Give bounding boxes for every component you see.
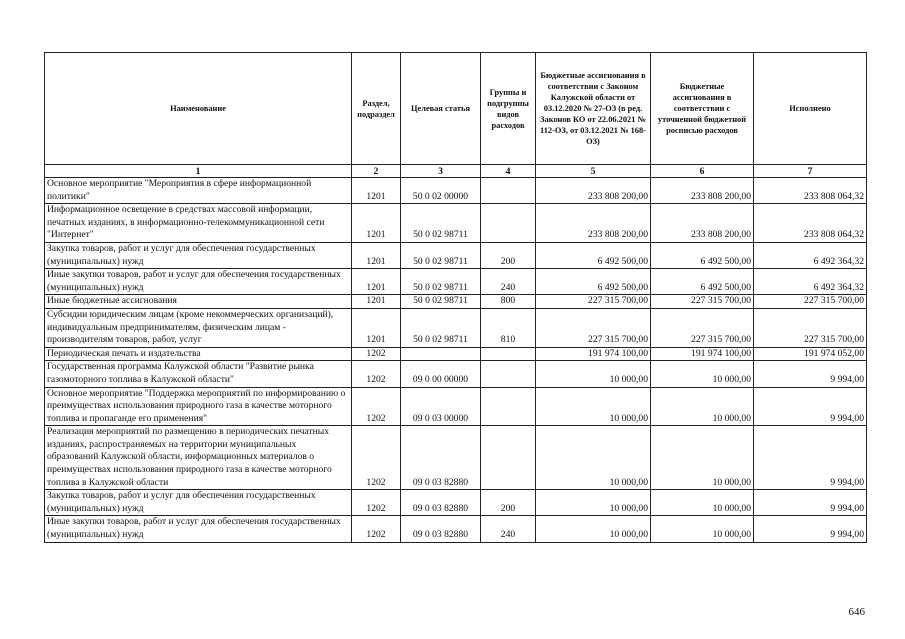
row-section: 1201 (352, 178, 401, 204)
row-article: 50 0 02 98711 (401, 295, 481, 309)
row-refined-allocation: 6 492 500,00 (651, 242, 754, 268)
row-article: 09 0 03 82880 (401, 426, 481, 490)
row-section: 1201 (352, 204, 401, 243)
row-section: 1202 (352, 361, 401, 387)
row-name: Закупка товаров, работ и услуг для обеспечения государственных (муниципальных) нужд (45, 242, 352, 268)
row-section: 1202 (352, 387, 401, 426)
row-section: 1202 (352, 426, 401, 490)
row-article: 50 0 02 98711 (401, 308, 481, 347)
row-law-allocation: 10 000,00 (536, 361, 651, 387)
row-article: 50 0 02 00000 (401, 178, 481, 204)
row-name: Реализация мероприятий по размещению в периодических печатных изданиях, распространяемых на территории муниципальных образований Калужской области, информационных материалов о преимуществах использования природного газа в качестве моторного топлива в Калужской области (45, 426, 352, 490)
row-section: 1201 (352, 295, 401, 309)
table-header-row (45, 53, 867, 165)
row-executed: 233 808 064,32 (754, 178, 867, 204)
budget-table (44, 52, 867, 543)
column-number: 7 (754, 165, 867, 178)
table-row (45, 242, 867, 268)
row-group: 810 (481, 308, 536, 347)
row-name: Периодическая печать и издательства (45, 347, 352, 361)
table-row (45, 308, 867, 347)
table-row (45, 295, 867, 309)
row-group (481, 204, 536, 243)
row-name: Информационное освещение в средствах массовой информации, печатных изданиях, в информационно-телекоммуникационной сети "Интернет" (45, 204, 352, 243)
row-refined-allocation: 191 974 100,00 (651, 347, 754, 361)
column-number: 2 (352, 165, 401, 178)
row-refined-allocation: 10 000,00 (651, 516, 754, 542)
header-name: Наименование (45, 53, 352, 165)
column-number: 4 (481, 165, 536, 178)
row-law-allocation: 191 974 100,00 (536, 347, 651, 361)
row-refined-allocation: 10 000,00 (651, 426, 754, 490)
row-law-allocation: 10 000,00 (536, 490, 651, 516)
table-row (45, 490, 867, 516)
row-article (401, 347, 481, 361)
row-executed: 6 492 364,32 (754, 242, 867, 268)
row-refined-allocation: 233 808 200,00 (651, 204, 754, 243)
header-law-allocations: Бюджетные ассигнования в соответствии с Законом Калужской области от 03.12.2020 № 27-ОЗ (в ред. Законов КО от 22.06.2021 № 112-ОЗ, от 03.12.2021 № 168-ОЗ) (536, 53, 651, 165)
row-name: Иные бюджетные ассигнования (45, 295, 352, 309)
table-row (45, 361, 867, 387)
row-refined-allocation: 10 000,00 (651, 361, 754, 387)
row-law-allocation: 233 808 200,00 (536, 178, 651, 204)
column-number: 6 (651, 165, 754, 178)
row-executed: 227 315 700,00 (754, 308, 867, 347)
row-group (481, 387, 536, 426)
column-number: 3 (401, 165, 481, 178)
row-section: 1202 (352, 490, 401, 516)
row-law-allocation: 227 315 700,00 (536, 295, 651, 309)
row-name: Иные закупки товаров, работ и услуг для обеспечения государственных (муниципальных) нужд (45, 269, 352, 295)
table-row (45, 387, 867, 426)
table-row (45, 178, 867, 204)
row-name: Закупка товаров, работ и услуг для обеспечения государственных (муниципальных) нужд (45, 490, 352, 516)
row-section: 1201 (352, 269, 401, 295)
row-law-allocation: 10 000,00 (536, 426, 651, 490)
row-executed: 6 492 364,32 (754, 269, 867, 295)
row-executed: 9 994,00 (754, 516, 867, 542)
row-executed: 9 994,00 (754, 361, 867, 387)
row-section: 1202 (352, 347, 401, 361)
row-article: 50 0 02 98711 (401, 242, 481, 268)
row-law-allocation: 227 315 700,00 (536, 308, 651, 347)
row-article: 09 0 03 82880 (401, 490, 481, 516)
row-name: Государственная программа Калужской области "Развитие рынка газомоторного топлива в Калужской области" (45, 361, 352, 387)
row-group (481, 347, 536, 361)
row-article: 09 0 00 00000 (401, 361, 481, 387)
row-executed: 9 994,00 (754, 490, 867, 516)
row-group: 200 (481, 242, 536, 268)
row-name: Основное мероприятие "Мероприятия в сфере информационной политики" (45, 178, 352, 204)
row-law-allocation: 10 000,00 (536, 516, 651, 542)
table-row (45, 204, 867, 243)
row-name: Субсидии юридическим лицам (кроме некоммерческих организаций), индивидуальным предпринимателям, физическим лицам - производителям товаров, работ, услуг (45, 308, 352, 347)
row-name: Основное мероприятие "Поддержка мероприятий по информированию о преимуществах использования природного газа в качестве моторного топлива и пропаганде его применения" (45, 387, 352, 426)
row-executed: 227 315 700,00 (754, 295, 867, 309)
column-number: 1 (45, 165, 352, 178)
row-executed: 233 808 064,32 (754, 204, 867, 243)
row-law-allocation: 233 808 200,00 (536, 204, 651, 243)
table-row (45, 426, 867, 490)
row-article: 50 0 02 98711 (401, 204, 481, 243)
column-number-row (45, 165, 867, 178)
row-refined-allocation: 233 808 200,00 (651, 178, 754, 204)
row-law-allocation: 6 492 500,00 (536, 242, 651, 268)
row-section: 1201 (352, 242, 401, 268)
header-group: Группы и подгруппы видов расходов (481, 53, 536, 165)
row-refined-allocation: 6 492 500,00 (651, 269, 754, 295)
row-group: 240 (481, 516, 536, 542)
row-group (481, 426, 536, 490)
row-group (481, 361, 536, 387)
row-section: 1202 (352, 516, 401, 542)
row-group (481, 178, 536, 204)
row-law-allocation: 6 492 500,00 (536, 269, 651, 295)
page-number: 646 (848, 606, 865, 618)
table-row (45, 516, 867, 542)
row-name: Иные закупки товаров, работ и услуг для обеспечения государственных (муниципальных) нужд (45, 516, 352, 542)
row-refined-allocation: 10 000,00 (651, 490, 754, 516)
row-refined-allocation: 227 315 700,00 (651, 308, 754, 347)
row-group: 800 (481, 295, 536, 309)
row-refined-allocation: 227 315 700,00 (651, 295, 754, 309)
row-group: 200 (481, 490, 536, 516)
table-row (45, 347, 867, 361)
row-refined-allocation: 10 000,00 (651, 387, 754, 426)
row-executed: 9 994,00 (754, 426, 867, 490)
row-law-allocation: 10 000,00 (536, 387, 651, 426)
header-article: Целевая статья (401, 53, 481, 165)
row-article: 09 0 03 82880 (401, 516, 481, 542)
row-article: 50 0 02 98711 (401, 269, 481, 295)
header-executed: Исполнено (754, 53, 867, 165)
column-number: 5 (536, 165, 651, 178)
table-row (45, 269, 867, 295)
header-section: Раздел, подраздел (352, 53, 401, 165)
table-body (45, 178, 867, 543)
row-executed: 9 994,00 (754, 387, 867, 426)
row-group: 240 (481, 269, 536, 295)
row-section: 1201 (352, 308, 401, 347)
header-refined-allocations: Бюджетные ассигнования в соответствии с уточненной бюджетной росписью расходов (651, 53, 754, 165)
row-article: 09 0 03 00000 (401, 387, 481, 426)
row-executed: 191 974 052,00 (754, 347, 867, 361)
